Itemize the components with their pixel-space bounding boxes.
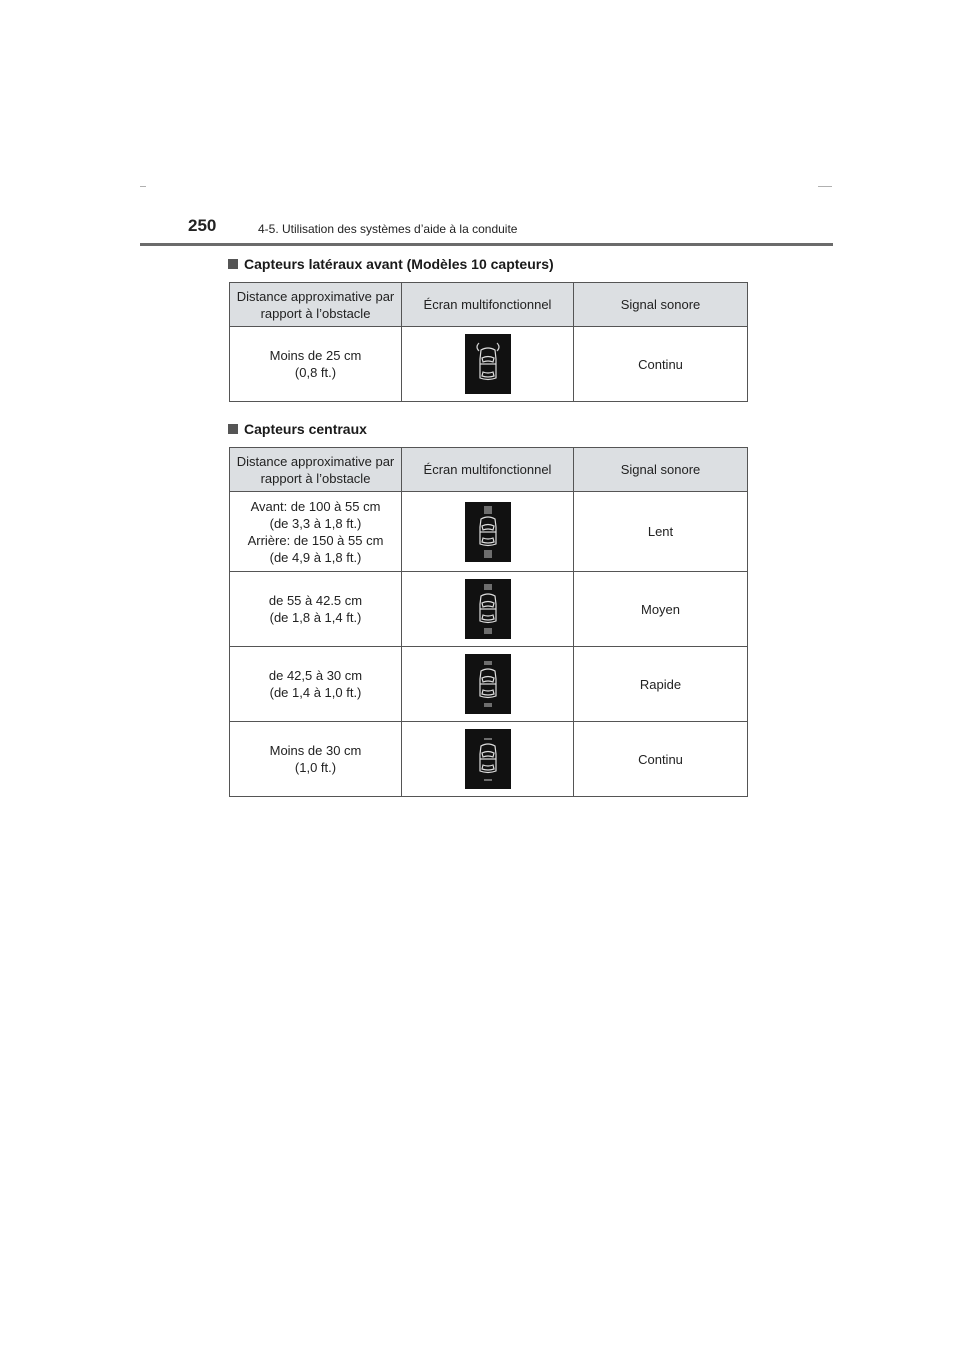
table-row: [230, 647, 748, 722]
signal-cell: Continu: [574, 722, 748, 797]
distance-cell: Avant: de 100 à 55 cm (de 3,3 à 1,8 ft.) Arrière: de 150 à 55 cm (de 4,9 à 1,8 ft.): [230, 492, 402, 572]
distance-cell: Moins de 25 cm (0,8 ft.): [230, 327, 402, 402]
table-row: [230, 572, 748, 647]
display-cell: [402, 327, 574, 402]
header-rule: [140, 243, 833, 246]
distance-cell: de 55 à 42.5 cm (de 1,8 à 1,4 ft.): [230, 572, 402, 647]
column-header-distance: Distance approximative par rapport à l’obstacle: [230, 283, 402, 327]
display-cell: [402, 492, 574, 572]
car-center-sensor-far-icon: [465, 502, 511, 562]
square-bullet-icon: [228, 424, 238, 434]
column-header-signal: Signal sonore: [574, 283, 748, 327]
chapter-header: 4-5. Utilisation des systèmes d’aide à la conduite: [258, 222, 518, 236]
section-heading-text: Capteurs centraux: [244, 421, 367, 437]
signal-cell: Lent: [574, 492, 748, 572]
square-bullet-icon: [228, 259, 238, 269]
front-side-sensors-table: [229, 282, 748, 402]
table-row: [230, 492, 748, 572]
column-header-distance: Distance approximative par rapport à l’obstacle: [230, 448, 402, 492]
distance-cell: de 42,5 à 30 cm (de 1,4 à 1,0 ft.): [230, 647, 402, 722]
crop-mark-left: [140, 186, 146, 187]
column-header-signal: Signal sonore: [574, 448, 748, 492]
crop-mark-right: [818, 186, 832, 187]
display-cell: [402, 722, 574, 797]
display-cell: [402, 572, 574, 647]
car-front-side-sensor-icon: [465, 334, 511, 394]
column-header-display: Écran multifonctionnel: [402, 448, 574, 492]
car-center-sensor-near-icon: [465, 654, 511, 714]
page-number: 250: [188, 216, 217, 235]
section-heading-text: Capteurs latéraux avant (Modèles 10 capteurs): [244, 256, 554, 272]
car-center-sensor-closest-icon: [465, 729, 511, 789]
display-cell: [402, 647, 574, 722]
section-heading-front-side-sensors: [228, 256, 554, 272]
signal-cell: Continu: [574, 327, 748, 402]
table-row: [230, 722, 748, 797]
signal-cell: Moyen: [574, 572, 748, 647]
table-header-row: [230, 448, 748, 492]
center-sensors-table: [229, 447, 748, 797]
column-header-display: Écran multifonctionnel: [402, 283, 574, 327]
car-center-sensor-medium-icon: [465, 579, 511, 639]
signal-cell: Rapide: [574, 647, 748, 722]
distance-cell: Moins de 30 cm (1,0 ft.): [230, 722, 402, 797]
section-heading-center-sensors: [228, 421, 367, 437]
table-header-row: [230, 283, 748, 327]
table-row: [230, 327, 748, 402]
